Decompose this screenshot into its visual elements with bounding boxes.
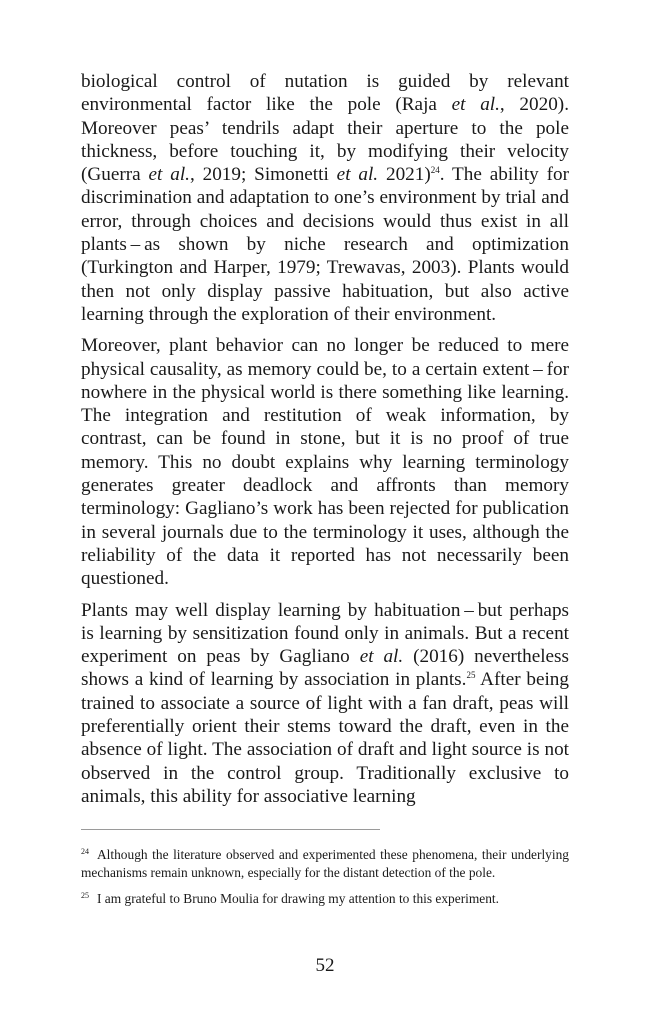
- text-run: . The ability for discrimination and adaptation to one’s environment by trial and error, through choices and decisions would thus exist in all plants – as shown by niche research and optimization (Turkington and Harper, 1979; Trewavas, 2003). Plants would then not only display passive habituation, but also active learning through the exploration of their environment.: [81, 164, 569, 325]
- footnote-text: I am grateful to Bruno Moulia for drawing my attention to this experiment.: [97, 891, 500, 906]
- footnote-25: [81, 890, 569, 908]
- text-run: biological control of nutation is guided by relevant environmental factor like the pole (Raja: [81, 71, 569, 116]
- footnote-ref-25[interactable]: 25: [466, 670, 476, 681]
- italic-citation: et al.: [451, 94, 500, 116]
- paragraph-memory: Moreover, plant behavior can no longer be reduced to mere physical causality, as memory could be, to a certain extent – for nowhere in the physical world is there something like learning. The integration and restitution of weak information, by contrast, can be found in stone, but it is no proof of true memory. This no doubt explains why learning terminology generates greater deadlock and affronts than memory terminology: Gagliano’s work has been rejected for publication in several journals due to the terminology it uses, although the reliability of the data it reported has not necessarily been questioned.: [81, 335, 569, 590]
- paragraph-nutation: [81, 70, 569, 326]
- footnote-ref-24[interactable]: 24: [430, 165, 440, 176]
- footnote-text: Although the literature observed and experimented these phenomena, their underlying mechanisms remain unknown, especially for the distant detection of the pole.: [81, 847, 569, 880]
- italic-citation: et al.: [359, 646, 404, 668]
- text-run: , 2020). Moreover peas’ tendrils adapt their aperture to the pole thickness, before touching it, by modifying their velocity (Guerra: [81, 94, 569, 186]
- italic-citation: et al.: [148, 164, 190, 186]
- text-run: (2016) nevertheless shows a kind of learning by association in plants.: [81, 646, 569, 691]
- page-number: 52: [315, 955, 335, 976]
- text-run: After being trained to associate a source of light with a fan draft, peas will preferentially orient their stems toward the draft, even in the absence of light. The association of draft and light source is not observed in the control group. Traditionally exclusive to animals, this ability for associative learning: [81, 669, 569, 807]
- footnotes: [81, 846, 569, 908]
- italic-citation: et al.: [336, 164, 379, 186]
- footnote-mark: 24: [81, 847, 89, 856]
- footnote-mark: 25: [81, 891, 89, 900]
- text-run: , 2019; Simonetti: [189, 164, 337, 186]
- footnote-separator: [81, 829, 380, 830]
- main-text: [81, 70, 569, 808]
- text-run: Plants may well display learning by habituation – but perhaps is learning by sensitization found only in animals. But a recent experiment on peas by Gagliano: [81, 599, 569, 668]
- paragraph-association: [81, 599, 569, 809]
- footnote-24: [81, 846, 569, 882]
- text-run: 2021): [378, 164, 431, 186]
